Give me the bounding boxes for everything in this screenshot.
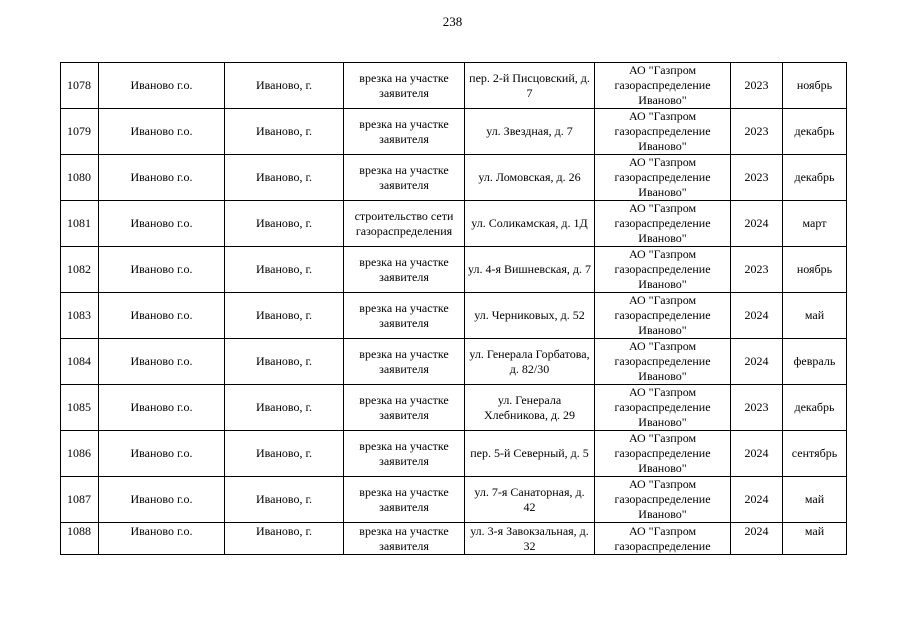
year-cell [731,109,783,155]
month-cell-text: ноябрь [796,262,833,276]
locality-cell-text: Иваново, г. [255,78,313,92]
district-cell [99,63,225,109]
table-row [61,109,847,155]
work-type-cell [344,293,465,339]
organization-cell-text: АО "Газпром газораспределение Иваново" [614,385,711,429]
organization-cell [595,155,731,201]
district-cell-text: Иваново г.о. [130,400,193,414]
year-cell [731,247,783,293]
locality-cell [225,339,344,385]
row-number-cell-text: 1083 [67,308,91,322]
address-cell [465,477,595,523]
row-number-cell [61,63,99,109]
organization-cell [595,247,731,293]
address-cell [465,339,595,385]
organization-cell [595,385,731,431]
work-type-cell-text: врезка на участке заявителя [359,438,449,468]
district-cell [99,385,225,431]
district-cell-text: Иваново г.о. [130,446,193,460]
work-type-cell-text: врезка на участке заявителя [359,524,449,553]
year-cell [731,523,783,555]
row-number-cell [61,385,99,431]
year-cell-text: 2023 [744,400,769,414]
year-cell [731,201,783,247]
locality-cell [225,293,344,339]
row-number-cell-text: 1081 [67,216,91,230]
month-cell-text: февраль [793,354,836,368]
row-number-cell [61,109,99,155]
work-type-cell-text: врезка на участке заявителя [359,162,449,192]
locality-cell [225,109,344,155]
organization-cell-text: АО "Газпром газораспределение Иваново" [614,247,711,291]
work-type-cell [344,109,465,155]
address-cell-text: ул. Ломовская, д. 26 [478,170,581,184]
month-cell-text: май [804,308,825,322]
year-cell [731,431,783,477]
work-type-cell [344,523,465,555]
row-number-cell [61,155,99,201]
row-number-cell [61,523,99,555]
locality-cell-text: Иваново, г. [255,262,313,276]
address-cell-text: ул. Черниковых, д. 52 [474,308,585,322]
organization-cell-text: АО "Газпром газораспределение Иваново" [614,293,711,337]
year-cell [731,63,783,109]
organization-cell-text: АО "Газпром газораспределение [614,524,711,553]
work-type-cell-text: врезка на участке заявителя [359,254,449,284]
month-cell-text: декабрь [794,400,835,414]
work-type-cell-text: врезка на участке заявителя [359,346,449,376]
organization-cell [595,477,731,523]
month-cell [783,431,847,477]
address-cell-text: пер. 2-й Писцовский, д. 7 [469,70,590,100]
address-cell-text: ул. Генерала Горбатова, д. 82/30 [469,346,590,376]
year-cell-text: 2023 [744,78,769,92]
work-type-cell-text: врезка на участке заявителя [359,116,449,146]
district-cell-text: Иваново г.о. [130,262,193,276]
organization-cell-text: АО "Газпром газораспределение Иваново" [614,477,711,521]
row-number-cell-text: 1088 [67,524,91,538]
year-cell [731,155,783,201]
district-cell [99,339,225,385]
organization-cell [595,523,731,555]
locality-cell-text: Иваново, г. [255,354,313,368]
month-cell-text: декабрь [794,124,835,138]
year-cell-text: 2024 [744,524,769,538]
district-cell [99,247,225,293]
district-cell-text: Иваново г.о. [130,124,193,138]
work-type-cell [344,63,465,109]
table-row [61,431,847,477]
row-number-cell-text: 1084 [67,354,91,368]
table-row [61,155,847,201]
organization-cell-text: АО "Газпром газораспределение Иваново" [614,155,711,199]
district-cell-text: Иваново г.о. [130,78,193,92]
district-cell-text: Иваново г.о. [130,216,193,230]
locality-cell [225,155,344,201]
row-number-cell-text: 1086 [67,446,91,460]
address-cell [465,293,595,339]
locality-cell [225,523,344,555]
district-cell [99,293,225,339]
page-number: 238 [442,14,463,29]
year-cell-text: 2023 [744,262,769,276]
organization-cell [595,201,731,247]
address-cell [465,155,595,201]
locality-cell-text: Иваново, г. [255,524,313,538]
row-number-cell-text: 1085 [67,400,91,414]
row-number-cell-text: 1079 [67,124,91,138]
organization-cell-text: АО "Газпром газораспределение Иваново" [614,431,711,475]
row-number-cell-text: 1080 [67,170,91,184]
locality-cell [225,385,344,431]
work-type-cell-text: врезка на участке заявителя [359,300,449,330]
organization-cell [595,431,731,477]
year-cell-text: 2024 [744,492,769,506]
locality-cell [225,201,344,247]
year-cell [731,385,783,431]
district-cell-text: Иваново г.о. [130,354,193,368]
district-cell [99,109,225,155]
month-cell [783,109,847,155]
month-cell [783,155,847,201]
organization-cell [595,339,731,385]
month-cell [783,339,847,385]
district-cell [99,477,225,523]
table-row [61,293,847,339]
locality-cell-text: Иваново, г. [255,216,313,230]
table-row [61,477,847,523]
locality-cell [225,477,344,523]
month-cell [783,63,847,109]
year-cell-text: 2023 [744,170,769,184]
table-row [61,339,847,385]
district-cell-text: Иваново г.о. [130,170,193,184]
locality-cell-text: Иваново, г. [255,400,313,414]
district-cell-text: Иваново г.о. [130,524,193,538]
month-cell-text: ноябрь [796,78,833,92]
locality-cell-text: Иваново, г. [255,124,313,138]
address-cell-text: ул. Соликамская, д. 1Д [471,216,588,230]
row-number-cell-text: 1082 [67,262,91,276]
organization-cell [595,293,731,339]
work-type-cell-text: врезка на участке заявителя [359,392,449,422]
organization-cell-text: АО "Газпром газораспределение Иваново" [614,339,711,383]
month-cell [783,293,847,339]
row-number-cell [61,201,99,247]
month-cell-text: май [804,492,825,506]
address-cell [465,385,595,431]
address-cell [465,523,595,555]
row-number-cell [61,477,99,523]
row-number-cell-text: 1087 [67,492,91,506]
locality-cell [225,247,344,293]
district-cell [99,523,225,555]
work-type-cell [344,431,465,477]
address-cell-text: ул. Звездная, д. 7 [486,124,573,138]
table-row [61,247,847,293]
table-row [61,523,847,555]
district-cell-text: Иваново г.о. [130,492,193,506]
month-cell-text: май [804,524,825,538]
row-number-cell [61,247,99,293]
locality-cell-text: Иваново, г. [255,492,313,506]
work-type-cell-text: строительство сети газораспределения [354,208,454,238]
address-cell [465,63,595,109]
organization-cell-text: АО "Газпром газораспределение Иваново" [614,109,711,153]
address-cell-text: ул. 7-я Санаторная, д. 42 [474,484,585,514]
district-cell-text: Иваново г.о. [130,308,193,322]
work-type-cell [344,155,465,201]
year-cell [731,293,783,339]
year-cell [731,477,783,523]
address-cell-text: пер. 5-й Северный, д. 5 [470,446,589,460]
gasification-table [60,62,847,555]
locality-cell-text: Иваново, г. [255,308,313,322]
work-type-cell [344,339,465,385]
locality-cell [225,431,344,477]
month-cell-text: март [802,216,827,230]
month-cell [783,523,847,555]
district-cell [99,431,225,477]
row-number-cell-text: 1078 [67,78,91,92]
year-cell-text: 2024 [744,354,769,368]
organization-cell [595,109,731,155]
address-cell [465,431,595,477]
month-cell [783,385,847,431]
work-type-cell [344,201,465,247]
month-cell [783,247,847,293]
work-type-cell [344,247,465,293]
table-row [61,63,847,109]
locality-cell [225,63,344,109]
row-number-cell [61,293,99,339]
work-type-cell-text: врезка на участке заявителя [359,70,449,100]
month-cell-text: декабрь [794,170,835,184]
organization-cell [595,63,731,109]
district-cell [99,201,225,247]
district-cell [99,155,225,201]
row-number-cell [61,431,99,477]
work-type-cell [344,385,465,431]
work-type-cell-text: врезка на участке заявителя [359,484,449,514]
organization-cell-text: АО "Газпром газораспределение Иваново" [614,63,711,107]
address-cell-text: ул. 3-я Завокзальная, д. 32 [470,524,589,553]
year-cell-text: 2023 [744,124,769,138]
year-cell-text: 2024 [744,216,769,230]
month-cell-text: сентябрь [791,446,838,460]
address-cell [465,109,595,155]
year-cell-text: 2024 [744,446,769,460]
address-cell-text: ул. Генерала Хлебникова, д. 29 [483,392,576,422]
organization-cell-text: АО "Газпром газораспределение Иваново" [614,201,711,245]
address-cell-text: ул. 4-я Вишневская, д. 7 [468,262,591,276]
month-cell [783,477,847,523]
year-cell-text: 2024 [744,308,769,322]
work-type-cell [344,477,465,523]
year-cell [731,339,783,385]
address-cell [465,247,595,293]
address-cell [465,201,595,247]
locality-cell-text: Иваново, г. [255,170,313,184]
table-row [61,201,847,247]
month-cell [783,201,847,247]
table-row [61,385,847,431]
locality-cell-text: Иваново, г. [255,446,313,460]
row-number-cell [61,339,99,385]
